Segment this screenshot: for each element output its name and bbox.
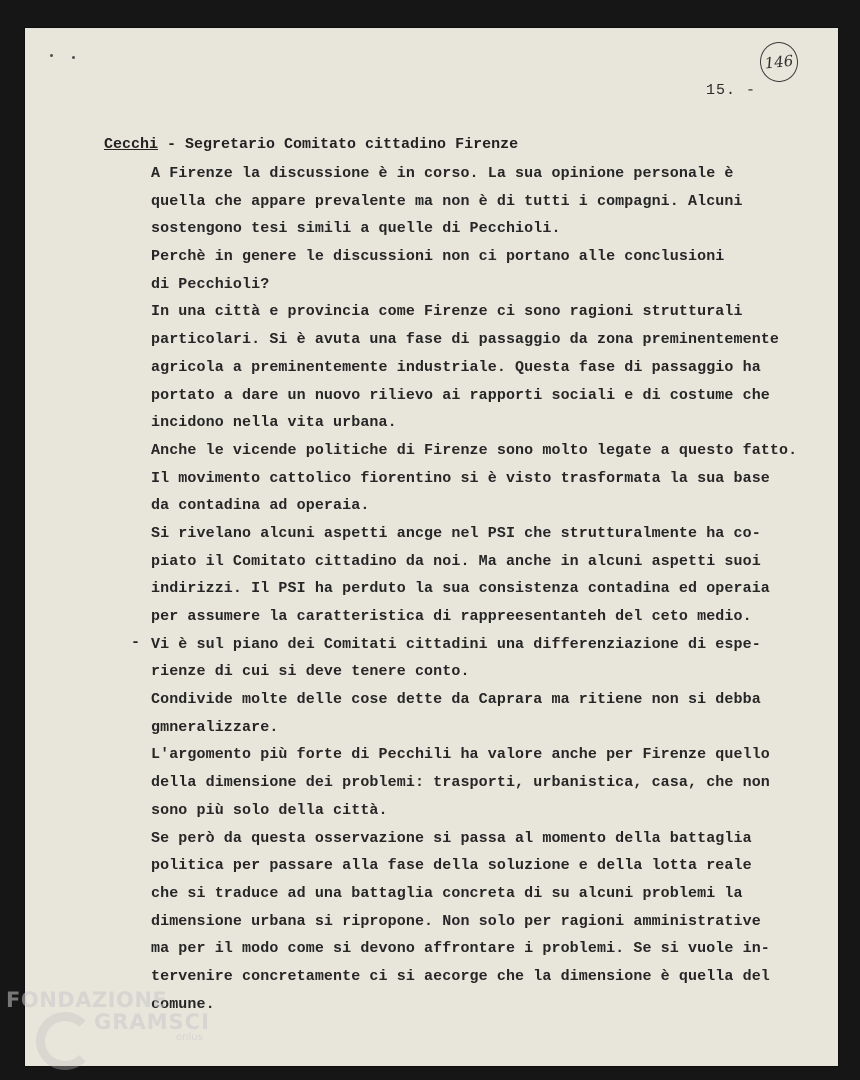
speaker-name: Cecchi xyxy=(104,136,159,153)
page-number: 15. - xyxy=(706,82,757,99)
watermark-line2: GRAMSCI xyxy=(94,1010,210,1034)
text-line: politica per passare alla fase della soluzione e della lotta reale xyxy=(151,857,752,875)
text-line: dimensione urbana si ripropone. Non solo per ragioni amministrative xyxy=(151,912,761,930)
text-line: L'argomento più forte di Pecchili ha valore anche per Firenze quello xyxy=(151,746,770,764)
body-text xyxy=(151,160,823,1018)
text-line: quella che appare prevalente ma non è di tutti i compagni. Alcuni xyxy=(151,192,743,210)
watermark-line3: onlus xyxy=(176,1032,203,1043)
text-line: A Firenze la discussione è in corso. La sua opinione personale è xyxy=(151,165,734,182)
text-line: Anche le vicende politiche di Firenze sono molto legate a questo fatto. xyxy=(151,441,798,459)
text-line: ma per il modo come si devono affrontare i problemi. Se si vuole in- xyxy=(151,940,770,958)
text-line: sostengono tesi simili a quelle di Pecchioli. xyxy=(151,220,561,238)
speaker-role: - Segretario Comitato cittadino Firenze xyxy=(158,136,519,153)
text-line: per assumere la caratteristica di rappreesentanteh del ceto medio. xyxy=(151,608,752,625)
text-line: gmneralizzare. xyxy=(151,718,279,736)
text-line: Perchè in genere le discussioni non ci portano alle conclusioni xyxy=(151,248,725,266)
text-line: Il movimento cattolico fiorentino si è visto trasformata la sua base xyxy=(151,469,770,487)
archive-number: 146 xyxy=(763,51,795,73)
text-line: comune. xyxy=(151,995,215,1013)
text-line: della dimensione dei problemi: trasporti, urbanistica, casa, che non xyxy=(151,774,770,792)
watermark-line1: FONDAZIONE xyxy=(6,988,168,1012)
text-line: che si traduce ad una battaglia concreta di su alcuni problemi la xyxy=(151,884,743,902)
section-heading xyxy=(104,136,518,153)
text-line: di Pecchioli? xyxy=(151,275,270,293)
text-line: portato a dare un nuovo rilievo ai rapporti sociali e di costume che xyxy=(151,386,770,404)
text-line: agricola a preminentemente industriale. Questa fase di passaggio ha xyxy=(151,358,761,376)
text-line: particolari. Si è avuta una fase di passaggio da zona preminentemente xyxy=(151,331,780,349)
text-line: da contadina ad operaia. xyxy=(151,497,370,515)
text-line: Se però da questa osservazione si passa al momento della battaglia xyxy=(151,829,752,847)
text-line: In una città e provincia come Firenze ci sono ragioni strutturali xyxy=(151,303,743,321)
text-line: piato il Comitato cittadino da noi. Ma anche in alcuni aspetti suoi xyxy=(151,552,761,570)
text-line: sono più solo della città. xyxy=(151,801,388,819)
watermark xyxy=(6,988,210,1043)
text-line: rienze di cui si deve tenere conto. xyxy=(151,663,470,681)
text-line: Condivide molte delle cose dette da Caprara ma ritiene non si debba xyxy=(151,691,761,709)
text-line: indirizzi. Il PSI ha perduto la sua consistenza contadina ed operaia xyxy=(151,580,770,598)
text-line: Vi è sul piano dei Comitati cittadini una differenziazione di espe- xyxy=(151,635,761,653)
margin-dash: - xyxy=(131,634,141,651)
text-line: incidono nella vita urbana. xyxy=(151,414,397,432)
text-line: Si rivelano alcuni aspetti ancge nel PSI che strutturalmente ha co- xyxy=(151,524,761,542)
text-line: tervenire concretamente ci si aecorge che la dimensione è quella del xyxy=(151,967,770,985)
